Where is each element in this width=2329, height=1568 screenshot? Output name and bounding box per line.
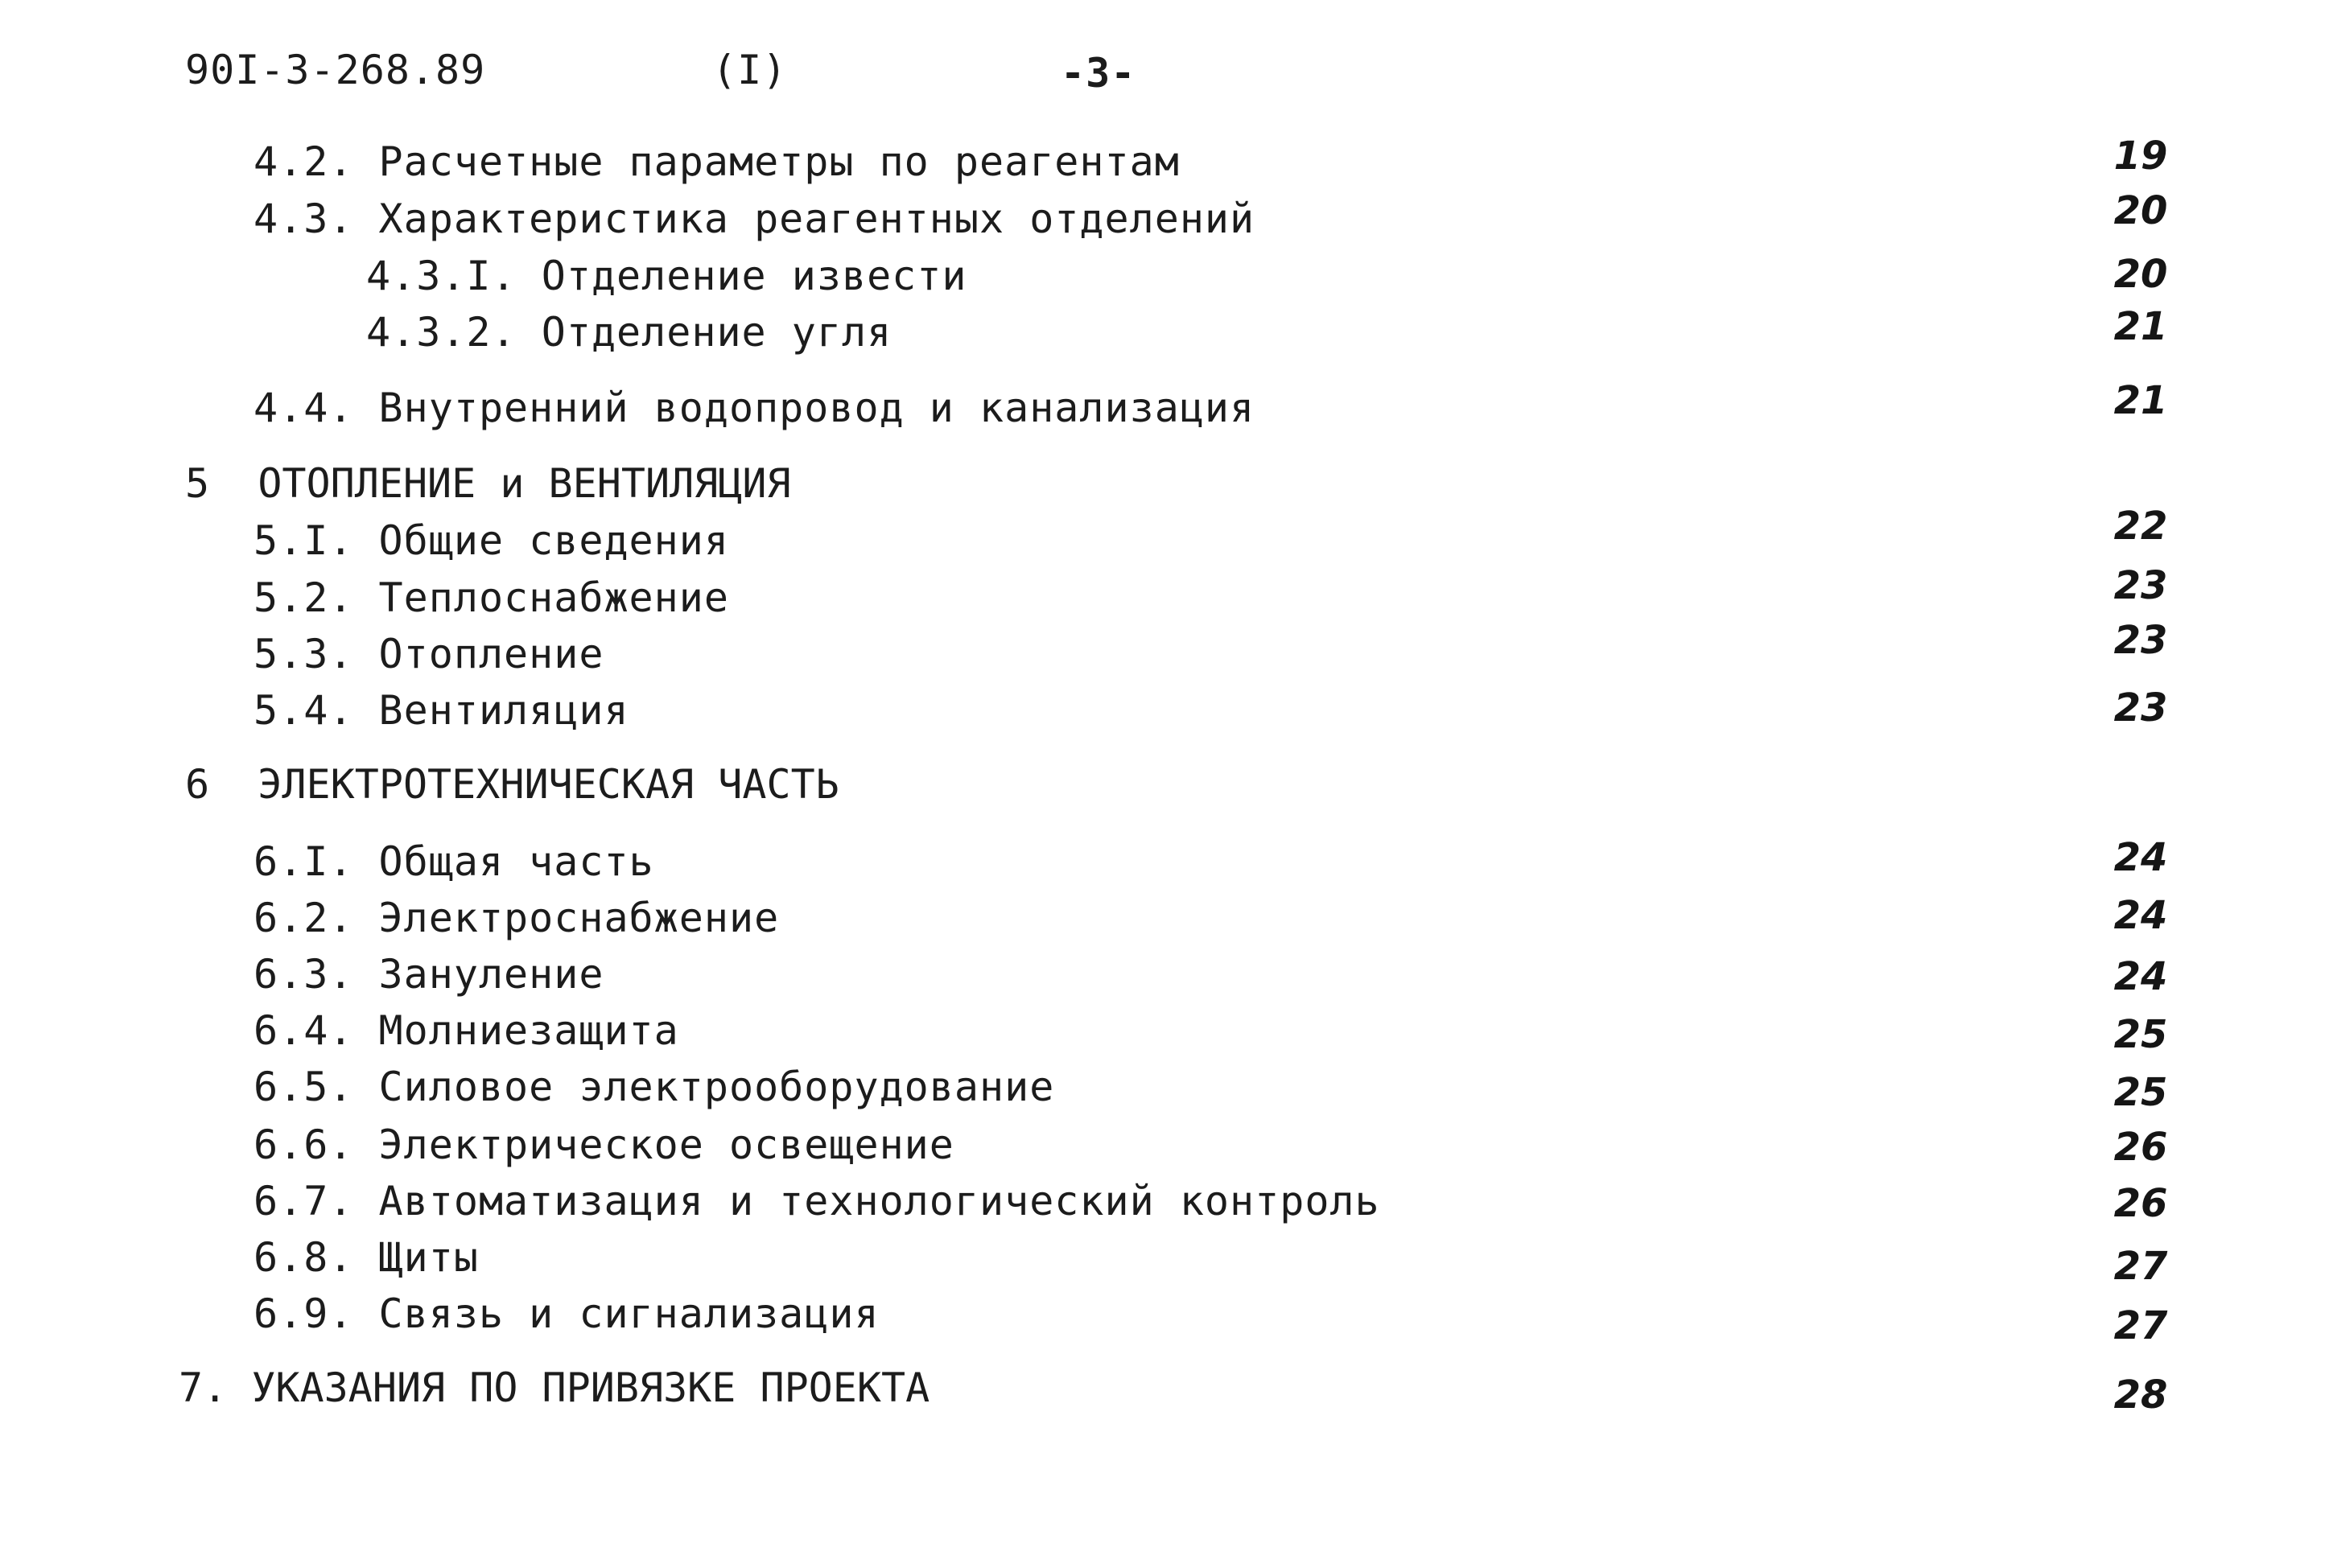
toc-entry (254, 1121, 954, 1168)
toc-entry-page: 25 (2113, 1070, 2168, 1115)
toc-entry-title: Теплоснабжение (378, 574, 729, 621)
toc-entry-number: 6.9. (254, 1290, 354, 1337)
page-number: -3- (1061, 50, 1136, 97)
document-part: (I) (712, 47, 788, 93)
toc-entry-number: 4.4. (254, 385, 354, 431)
toc-entry (366, 309, 892, 356)
toc-entry-number: 5.3. (254, 631, 354, 677)
toc-entry (254, 1290, 880, 1337)
toc-entry-number: 5.4. (254, 687, 354, 734)
toc-entry (254, 385, 1255, 431)
toc-entry-page: 24 (2113, 954, 2168, 999)
toc-entry-page: 27 (2113, 1244, 2168, 1289)
toc-section-heading (179, 1364, 930, 1411)
toc-entry-title: Общая часть (378, 838, 654, 885)
toc-entry-page: 19 (2113, 134, 2168, 179)
toc-entry (366, 253, 967, 299)
toc-entry-title: ЭЛЕКТРОТЕХНИЧЕСКАЯ ЧАСТЬ (258, 761, 839, 808)
toc-entry-page: 27 (2113, 1303, 2168, 1348)
toc-entry-number: 6.3. (254, 951, 354, 998)
toc-entry-number: 6.4. (254, 1007, 354, 1054)
toc-entry-number: 4.3.I. (366, 253, 517, 299)
toc-entry-number: 6.5. (254, 1064, 354, 1110)
toc-entry (254, 631, 604, 677)
toc-entry (254, 1178, 1380, 1224)
toc-entry-number: 4.3. (254, 195, 354, 242)
toc-entry-title: ОТОПЛЕНИЕ и ВЕНТИЛЯЦИЯ (258, 460, 791, 507)
toc-entry-title: Щиты (378, 1234, 479, 1281)
toc-entry (254, 687, 629, 734)
toc-entry-page: 26 (2113, 1181, 2168, 1226)
toc-entry-page: 26 (2113, 1125, 2168, 1170)
toc-entry-number: 6 (185, 761, 210, 808)
toc-entry-title: Отопление (378, 631, 604, 677)
toc-entry-title: Автоматизация и технологический контроль (378, 1178, 1380, 1224)
document-number: 90I-3-268.89 (185, 47, 486, 93)
toc-entry-page: 21 (2113, 304, 2168, 349)
toc-entry-title: Отделение извести (541, 253, 967, 299)
toc-entry-number: 6.I. (254, 838, 354, 885)
toc-entry-number: 5.I. (254, 517, 354, 564)
toc-entry (254, 951, 604, 998)
toc-entry-page: 20 (2113, 252, 2168, 297)
toc-entry-title: Вентиляция (378, 687, 629, 734)
toc-entry (254, 838, 654, 885)
toc-entry (254, 1064, 1054, 1110)
toc-entry-title: Электроснабжение (378, 895, 780, 941)
toc-entry-page: 28 (2113, 1373, 2168, 1418)
toc-entry-page: 24 (2113, 893, 2168, 938)
toc-entry (254, 195, 1255, 242)
toc-entry-title: Характеристика реагентных отделений (378, 195, 1255, 242)
toc-entry-page: 24 (2113, 835, 2168, 880)
toc-entry-title: УКАЗАНИЯ ПО ПРИВЯЗКЕ ПРОЕКТА (251, 1364, 930, 1411)
toc-section-heading (185, 761, 839, 808)
toc-entry-number: 6.8. (254, 1234, 354, 1281)
toc-entry-title: Связь и сигнализация (378, 1290, 880, 1337)
toc-entry (254, 138, 1180, 185)
toc-entry (254, 574, 729, 621)
toc-entry-title: Внутренний водопровод и канализация (378, 385, 1255, 431)
toc-entry-number: 4.2. (254, 138, 354, 185)
toc-entry-page: 25 (2113, 1012, 2168, 1057)
toc-entry-page: 23 (2113, 563, 2168, 608)
toc-entry-number: 6.6. (254, 1121, 354, 1168)
toc-entry-number: 5 (185, 460, 210, 507)
toc-entry-page: 21 (2113, 378, 2168, 423)
toc-entry-title: Силовое электрооборудование (378, 1064, 1055, 1110)
toc-entry-title: Общие сведения (378, 517, 729, 564)
toc-entry-title: Расчетные параметры по реагентам (378, 138, 1180, 185)
toc-entry-number: 6.7. (254, 1178, 354, 1224)
toc-entry-page: 23 (2113, 685, 2168, 730)
toc-entry-title: Молниезащита (378, 1007, 679, 1054)
toc-entry-number: 6.2. (254, 895, 354, 941)
toc-entry (254, 1007, 679, 1054)
toc-entry-number: 5.2. (254, 574, 354, 621)
toc-entry (254, 517, 729, 564)
toc-entry-page: 20 (2113, 188, 2168, 233)
toc-entry-title: Отделение угля (541, 309, 892, 356)
toc-entry-page: 22 (2113, 504, 2168, 549)
toc-entry (254, 895, 779, 941)
toc-entry-title: Зануление (378, 951, 604, 998)
toc-entry-title: Электрическое освещение (378, 1121, 954, 1168)
toc-entry-number: 4.3.2. (366, 309, 517, 356)
toc-entry (254, 1234, 479, 1281)
toc-entry-number: 7. (179, 1364, 228, 1411)
toc-section-heading (185, 460, 791, 507)
toc-entry-page: 23 (2113, 618, 2168, 663)
